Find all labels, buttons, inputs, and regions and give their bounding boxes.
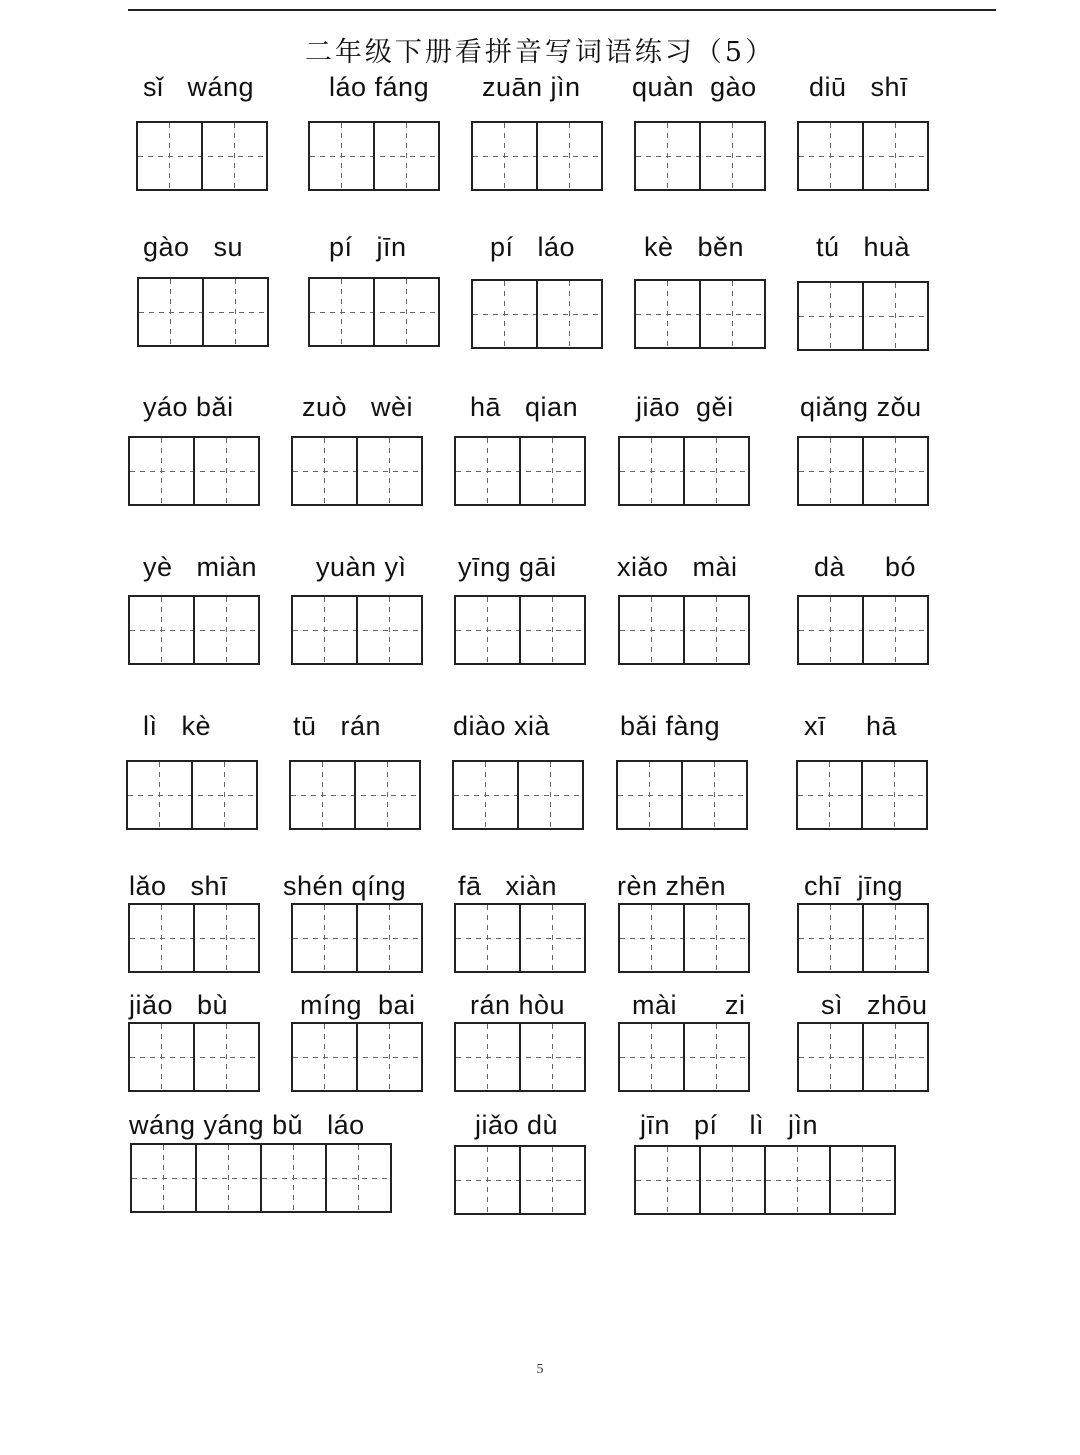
pinyin-label: xiǎo mài [617, 552, 738, 582]
pinyin-label: wáng yáng bǔ láo [129, 1110, 365, 1140]
grid-cell-divider [699, 1147, 701, 1213]
pinyin-label: dà bó [814, 552, 917, 582]
writing-grid[interactable] [128, 1022, 260, 1092]
grid-cell-centerline [895, 905, 896, 971]
pinyin-label: xī hā [804, 711, 898, 741]
grid-cell-divider [193, 597, 195, 663]
grid-cell-centerline [389, 597, 390, 663]
writing-grid[interactable] [291, 436, 423, 506]
grid-cell-centerline [228, 1145, 229, 1211]
writing-grid[interactable] [136, 121, 268, 191]
grid-cell-centerline [830, 123, 831, 189]
writing-grid[interactable] [618, 903, 750, 973]
pinyin-label: shén qíng [283, 871, 407, 901]
grid-cell-centerline [487, 1024, 488, 1090]
grid-cell-centerline [895, 283, 896, 349]
writing-grid[interactable] [634, 121, 766, 191]
pinyin-label: yáo bǎi [143, 392, 234, 422]
grid-cell-divider [519, 1147, 521, 1213]
grid-cell-centerline [324, 1024, 325, 1090]
grid-cell-centerline [651, 597, 652, 663]
grid-cell-centerline [341, 123, 342, 189]
pinyin-label: jīn pí lì jìn [640, 1110, 819, 1140]
grid-cell-divider [683, 438, 685, 504]
grid-cell-divider [683, 597, 685, 663]
grid-cell-divider [193, 1024, 195, 1090]
grid-cell-centerline [389, 438, 390, 504]
grid-cell-centerline [170, 279, 171, 345]
pinyin-label: kè běn [644, 232, 745, 262]
writing-grid[interactable] [137, 277, 269, 347]
grid-cell-centerline [226, 597, 227, 663]
pinyin-label: lì kè [143, 711, 212, 741]
writing-grid[interactable] [454, 903, 586, 973]
writing-grid[interactable] [471, 279, 603, 349]
grid-cell-centerline [552, 1024, 553, 1090]
grid-cell-centerline [234, 123, 235, 189]
grid-cell-divider [519, 1024, 521, 1090]
grid-cell-centerline [169, 123, 170, 189]
grid-cell-centerline [552, 438, 553, 504]
writing-grid[interactable] [308, 277, 440, 347]
grid-cell-divider [862, 1024, 864, 1090]
grid-cell-centerline [552, 1147, 553, 1213]
grid-cell-divider [519, 438, 521, 504]
grid-cell-centerline [830, 283, 831, 349]
pinyin-label: chī jīng [804, 871, 904, 901]
grid-cell-divider [356, 905, 358, 971]
grid-cell-centerline [552, 905, 553, 971]
grid-cell-centerline [389, 1024, 390, 1090]
grid-cell-centerline [667, 123, 668, 189]
writing-grid[interactable] [797, 281, 929, 351]
grid-cell-divider [373, 123, 375, 189]
grid-cell-centerline [504, 123, 505, 189]
grid-cell-centerline [504, 281, 505, 347]
writing-grid[interactable] [291, 1022, 423, 1092]
pinyin-label: pí láo [490, 232, 576, 262]
grid-cell-centerline [714, 762, 715, 828]
pinyin-label: zuān jìn [482, 72, 581, 102]
grid-cell-centerline [322, 762, 323, 828]
grid-cell-centerline [830, 597, 831, 663]
pinyin-label: tú huà [816, 232, 911, 262]
grid-cell-centerline [716, 597, 717, 663]
grid-cell-centerline [732, 123, 733, 189]
pinyin-label: diū shī [809, 72, 909, 102]
pinyin-label: jiāo gěi [636, 392, 734, 422]
grid-cell-divider [201, 123, 203, 189]
grid-cell-centerline [487, 438, 488, 504]
pinyin-label: diào xià [453, 711, 551, 741]
pinyin-label: hā qian [470, 392, 579, 422]
writing-grid[interactable] [797, 121, 929, 191]
grid-cell-divider [356, 597, 358, 663]
grid-cell-centerline [159, 762, 160, 828]
grid-cell-centerline [324, 438, 325, 504]
pinyin-label: bǎi fàng [620, 711, 721, 741]
pinyin-label: rán hòu [470, 990, 566, 1020]
grid-cell-centerline [224, 762, 225, 828]
grid-cell-divider [683, 905, 685, 971]
writing-grid[interactable] [128, 903, 260, 973]
grid-cell-centerline [341, 279, 342, 345]
grid-cell-divider [519, 597, 521, 663]
grid-cell-centerline [406, 123, 407, 189]
grid-cell-divider [193, 438, 195, 504]
writing-grid[interactable] [797, 436, 929, 506]
grid-cell-centerline [487, 1147, 488, 1213]
grid-cell-centerline [649, 762, 650, 828]
pinyin-label: yīng gāi [458, 552, 557, 582]
pinyin-label: tū rán [293, 711, 382, 741]
writing-grid[interactable] [618, 595, 750, 665]
pinyin-label: yè miàn [143, 552, 258, 582]
writing-grid[interactable] [289, 760, 421, 830]
grid-cell-centerline [732, 1147, 733, 1213]
grid-cell-divider [862, 283, 864, 349]
grid-cell-centerline [895, 123, 896, 189]
pinyin-label: yuàn yì [316, 552, 407, 582]
grid-cell-divider [354, 762, 356, 828]
grid-cell-centerline [226, 905, 227, 971]
grid-cell-centerline [797, 1147, 798, 1213]
grid-cell-centerline [161, 1024, 162, 1090]
writing-grid[interactable] [796, 760, 928, 830]
grid-cell-centerline [716, 905, 717, 971]
grid-cell-centerline [830, 438, 831, 504]
grid-cell-centerline [487, 905, 488, 971]
writing-grid[interactable] [126, 760, 258, 830]
grid-cell-centerline [894, 762, 895, 828]
grid-cell-centerline [552, 597, 553, 663]
writing-grid[interactable] [128, 595, 260, 665]
pinyin-label: quàn gào [632, 72, 757, 102]
grid-cell-divider [683, 1024, 685, 1090]
pinyin-label: lǎo shī [129, 871, 229, 901]
grid-cell-divider [764, 1147, 766, 1213]
writing-grid[interactable] [797, 595, 929, 665]
grid-cell-centerline [651, 905, 652, 971]
pinyin-label: mài zi [632, 990, 746, 1020]
grid-cell-centerline [293, 1145, 294, 1211]
grid-cell-divider [536, 281, 538, 347]
pinyin-label: láo fáng [329, 72, 430, 102]
grid-cell-centerline [324, 597, 325, 663]
grid-cell-divider [519, 905, 521, 971]
grid-cell-divider [862, 905, 864, 971]
grid-cell-divider [260, 1145, 262, 1211]
pinyin-label: rèn zhēn [617, 871, 727, 901]
grid-cell-centerline [235, 279, 236, 345]
grid-cell-centerline [161, 438, 162, 504]
writing-grid[interactable] [634, 1145, 896, 1215]
pinyin-label: zuò wèi [302, 392, 414, 422]
grid-cell-centerline [895, 1024, 896, 1090]
writing-grid[interactable] [618, 436, 750, 506]
grid-cell-divider [191, 762, 193, 828]
top-rule [128, 9, 996, 11]
grid-cell-centerline [569, 281, 570, 347]
grid-cell-divider [193, 905, 195, 971]
grid-cell-centerline [569, 123, 570, 189]
writing-grid[interactable] [634, 279, 766, 349]
grid-cell-centerline [830, 1024, 831, 1090]
writing-grid[interactable] [454, 595, 586, 665]
grid-cell-divider [699, 123, 701, 189]
grid-cell-centerline [406, 279, 407, 345]
grid-cell-divider [373, 279, 375, 345]
pinyin-label: fā xiàn [458, 871, 558, 901]
grid-cell-centerline [895, 438, 896, 504]
grid-cell-divider [829, 1147, 831, 1213]
pinyin-label: míng bai [300, 990, 416, 1020]
writing-grid[interactable] [454, 1145, 586, 1215]
writing-grid[interactable] [471, 121, 603, 191]
grid-cell-divider [356, 438, 358, 504]
grid-cell-centerline [716, 438, 717, 504]
grid-cell-centerline [485, 762, 486, 828]
grid-cell-centerline [651, 438, 652, 504]
grid-cell-divider [862, 597, 864, 663]
pinyin-label: qiǎng zǒu [800, 392, 922, 422]
pinyin-label: sǐ wáng [143, 72, 255, 102]
pinyin-label: jiǎo bù [129, 990, 229, 1020]
grid-cell-divider [681, 762, 683, 828]
writing-grid[interactable] [291, 903, 423, 973]
grid-cell-divider [699, 281, 701, 347]
grid-cell-centerline [487, 597, 488, 663]
grid-cell-centerline [862, 1147, 863, 1213]
writing-grid[interactable] [797, 903, 929, 973]
grid-cell-divider [356, 1024, 358, 1090]
pinyin-label: pí jīn [329, 232, 407, 262]
writing-grid[interactable] [128, 436, 260, 506]
page-number: 5 [536, 1362, 544, 1377]
grid-cell-centerline [732, 281, 733, 347]
grid-cell-centerline [163, 1145, 164, 1211]
pinyin-label: jiǎo dù [475, 1110, 559, 1140]
grid-cell-centerline [389, 905, 390, 971]
grid-cell-centerline [550, 762, 551, 828]
grid-cell-divider [325, 1145, 327, 1211]
grid-cell-centerline [358, 1145, 359, 1211]
grid-cell-divider [861, 762, 863, 828]
grid-cell-centerline [161, 905, 162, 971]
writing-grid[interactable] [797, 1022, 929, 1092]
grid-cell-centerline [387, 762, 388, 828]
grid-cell-centerline [895, 597, 896, 663]
grid-cell-divider [202, 279, 204, 345]
writing-grid[interactable] [454, 436, 586, 506]
grid-cell-centerline [830, 905, 831, 971]
grid-cell-divider [195, 1145, 197, 1211]
grid-cell-divider [862, 123, 864, 189]
writing-grid[interactable] [130, 1143, 392, 1213]
grid-cell-centerline [324, 905, 325, 971]
pinyin-label: gào su [143, 232, 244, 262]
grid-cell-centerline [829, 762, 830, 828]
grid-cell-centerline [226, 1024, 227, 1090]
grid-cell-centerline [651, 1024, 652, 1090]
grid-cell-divider [536, 123, 538, 189]
grid-cell-divider [517, 762, 519, 828]
grid-cell-centerline [161, 597, 162, 663]
writing-grid[interactable] [452, 760, 584, 830]
writing-grid[interactable] [308, 121, 440, 191]
writing-grid[interactable] [291, 595, 423, 665]
pinyin-label: sì zhōu [821, 990, 928, 1020]
writing-grid[interactable] [618, 1022, 750, 1092]
grid-cell-centerline [667, 1147, 668, 1213]
grid-cell-centerline [716, 1024, 717, 1090]
grid-cell-centerline [667, 281, 668, 347]
grid-cell-divider [862, 438, 864, 504]
writing-grid[interactable] [454, 1022, 586, 1092]
writing-grid[interactable] [616, 760, 748, 830]
worksheet-title: 二年级下册看拼音写词语练习（5） [304, 37, 776, 68]
grid-cell-centerline [226, 438, 227, 504]
